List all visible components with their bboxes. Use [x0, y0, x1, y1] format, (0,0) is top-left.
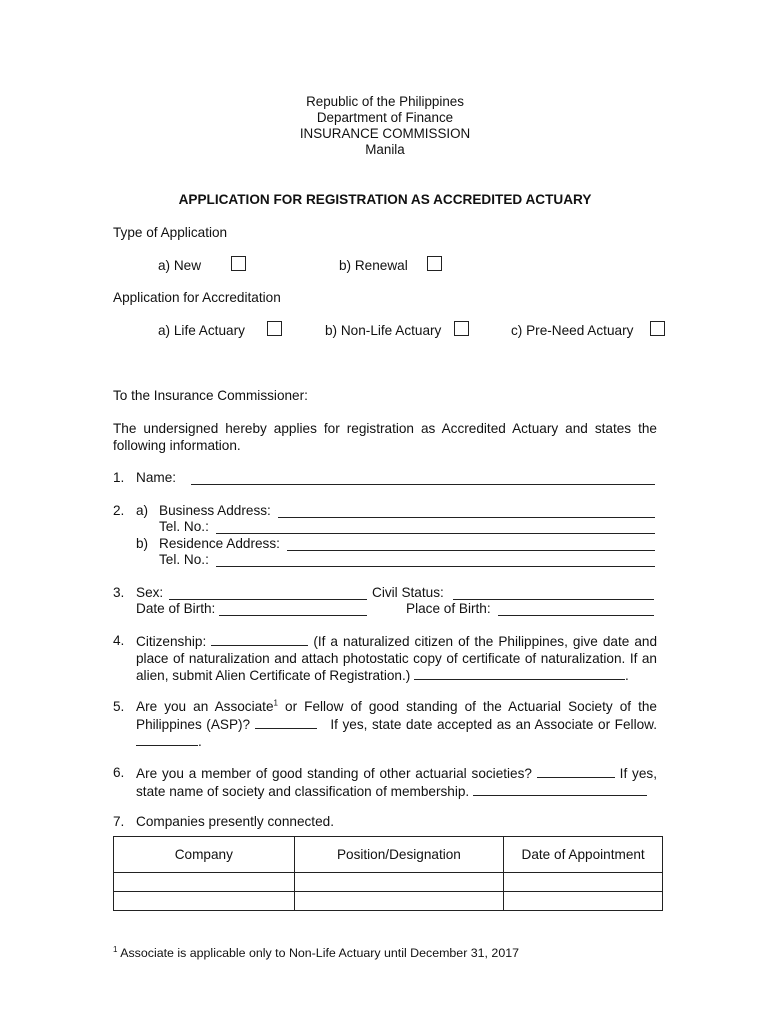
sex-label: Sex: — [136, 585, 164, 600]
footnote-text: Associate is applicable only to Non-Life Actuary until December 31, 2017 — [117, 946, 519, 960]
residence-address-field[interactable] — [287, 550, 655, 551]
table-cell[interactable] — [114, 892, 295, 911]
footnote-ref: 1 — [273, 698, 278, 708]
table-row — [114, 873, 663, 892]
business-address-label: Business Address: — [159, 503, 271, 518]
table-cell[interactable] — [504, 873, 663, 892]
societies-question: Are you a member of good standing of other actuarial societies? — [136, 766, 532, 781]
citizenship-period: . — [625, 668, 629, 683]
business-tel-label: Tel. No.: — [159, 519, 209, 534]
table-row — [114, 892, 663, 911]
societies-answer-field[interactable] — [537, 765, 615, 778]
asp-period: . — [198, 734, 202, 749]
asp-date-field[interactable] — [136, 733, 198, 746]
dob-field[interactable] — [219, 615, 367, 616]
item2-number: 2. — [113, 503, 125, 518]
asp-answer-field[interactable] — [255, 716, 317, 729]
header-department: Department of Finance — [316, 110, 454, 125]
item7-number: 7. — [113, 814, 125, 829]
asp-question-a: Are you an Associate — [136, 699, 274, 714]
option-renewal-checkbox[interactable] — [427, 256, 442, 271]
residence-tel-field[interactable] — [216, 566, 655, 567]
item1-number: 1. — [113, 470, 125, 485]
header-city: Manila — [365, 142, 405, 157]
pob-label: Place of Birth: — [406, 601, 491, 616]
pob-field[interactable] — [498, 615, 654, 616]
table-cell[interactable] — [504, 892, 663, 911]
footnote — [113, 946, 519, 960]
alien-certificate-field[interactable] — [414, 667, 625, 680]
footnote-marker: 1 — [113, 944, 118, 954]
life-actuary-checkbox[interactable] — [267, 321, 282, 336]
non-life-actuary-checkbox[interactable] — [454, 321, 469, 336]
business-tel-field[interactable] — [216, 533, 655, 534]
item4-number: 4. — [113, 633, 125, 648]
column-position: Position/Designation — [294, 837, 504, 873]
table-cell[interactable] — [114, 873, 295, 892]
option-new-checkbox[interactable] — [231, 256, 246, 271]
item5-number: 5. — [113, 699, 125, 714]
societies-name-field[interactable] — [473, 783, 647, 796]
item6-number: 6. — [113, 765, 125, 780]
column-date-of-appointment: Date of Appointment — [504, 837, 663, 873]
companies-table — [113, 836, 663, 911]
asp-followup: If yes, state date accepted as an Associate or Fellow. — [330, 716, 657, 732]
intro-paragraph: The undersigned hereby applies for registration as Accredited Actuary and states the following information. — [113, 421, 657, 453]
civil-status-label: Civil Status: — [372, 585, 444, 600]
citizenship-instructions: (If a naturalized citizen of the Philippines, give date and place of naturalization and attach photostatic copy of certificate of naturalization. If an alien, submit Alien Certificate of Registration.) — [136, 634, 658, 683]
citizenship-paragraph — [136, 633, 657, 685]
table-cell[interactable] — [294, 892, 504, 911]
business-address-field[interactable] — [278, 517, 655, 518]
option-new-label: a) New — [158, 258, 202, 273]
type-of-application-label: Type of Application — [113, 225, 228, 240]
column-company: Company — [114, 837, 295, 873]
civil-status-field[interactable] — [453, 599, 654, 600]
life-actuary-label: a) Life Actuary — [158, 323, 245, 338]
option-renewal-label: b) Renewal — [339, 258, 408, 273]
societies-followup: If yes, state name of society and classification of membership. — [136, 766, 657, 799]
header-commission: INSURANCE COMMISSION — [299, 126, 471, 141]
name-label: Name: — [136, 470, 177, 485]
sex-field[interactable] — [169, 599, 367, 600]
asp-paragraph — [136, 699, 657, 751]
item2a-marker: a) — [136, 503, 149, 518]
accreditation-label: Application for Accreditation — [113, 290, 281, 305]
pre-need-actuary-checkbox[interactable] — [650, 321, 665, 336]
name-field[interactable] — [191, 484, 655, 485]
residence-address-label: Residence Address: — [159, 536, 280, 551]
societies-paragraph — [136, 765, 657, 800]
asp-question-b: or Fellow of good standing of the Actuarial Society of the Philippines (ASP)? — [136, 699, 657, 732]
residence-tel-label: Tel. No.: — [159, 552, 209, 567]
page-title: APPLICATION FOR REGISTRATION AS ACCREDITED ACTUARY — [178, 192, 592, 207]
citizenship-label: Citizenship: — [136, 634, 207, 649]
table-cell[interactable] — [294, 873, 504, 892]
citizenship-field[interactable] — [211, 633, 308, 646]
salutation: To the Insurance Commissioner: — [113, 388, 308, 403]
item2b-marker: b) — [136, 536, 149, 551]
table-header-row — [114, 837, 663, 873]
companies-label: Companies presently connected. — [136, 814, 334, 829]
pre-need-actuary-label: c) Pre-Need Actuary — [511, 323, 634, 338]
dob-label: Date of Birth: — [136, 601, 216, 616]
item3-number: 3. — [113, 585, 125, 600]
header-republic: Republic of the Philippines — [306, 94, 464, 109]
non-life-actuary-label: b) Non-Life Actuary — [325, 323, 442, 338]
